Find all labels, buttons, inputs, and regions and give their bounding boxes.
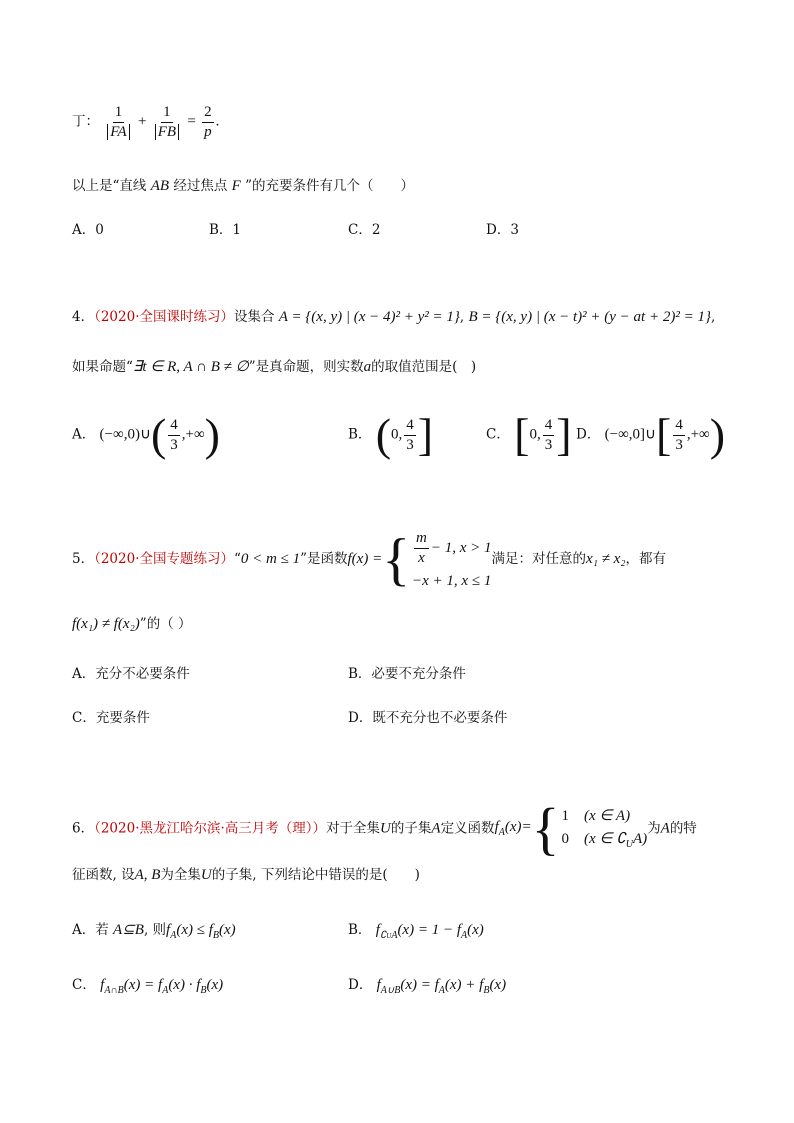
q5-option-c: C．充要条件 xyxy=(72,710,150,726)
q6-piecewise: 1 (x ∈ A) 0 (x ∈ $∁_UA$) xyxy=(561,807,648,850)
top-question: 以上是“直线 AB 经过焦点 F ”的充要条件有几个（ ） xyxy=(72,178,414,194)
top-option-d: D．3 xyxy=(486,222,519,238)
q4-set-a: A = {(x, y) | (x − 4)² + y² = 1} xyxy=(278,309,460,325)
q5-line2: f(x₁) ≠ f(x₂)”的（ ） xyxy=(72,616,192,632)
frac-1-fa: $\frac{1}{FA}$ xyxy=(105,104,131,140)
q6-option-c: C． $f_{A\cap B}(x) = f_A(x) \cdot f_B(x)$ xyxy=(72,977,224,996)
ding-prefix: 丁： xyxy=(72,113,99,130)
q6-brace: { xyxy=(531,796,560,861)
q5-brace: { xyxy=(382,526,411,592)
q5-option-d: D．既不充分也不必要条件 xyxy=(348,710,508,726)
frac-1-fb: $\frac{1}{FB}$ xyxy=(153,104,181,140)
q6-option-b: B． $f_{∁UA}(x) = 1 - f_A(x)$ xyxy=(348,922,484,941)
q6-line1: 6．（2020·黑龙江哈尔滨·高三月考（理））对于全集U的子集A定义函数$f_A(x)=${ 1 (x ∈ A) 0 (x ∈ $∁_UA$) 为A的特 xyxy=(72,796,697,861)
q6-number: 6． xyxy=(72,820,95,837)
q4-proposition: ∃t ∈ R, A ∩ B ≠ ∅ xyxy=(132,359,249,375)
q6-line2: 征函数, 设A, B为全集U的子集, 下列结论中错误的是( ) xyxy=(72,867,420,883)
q4-option-b: B． (0, $\frac{4}{3}$ ] xyxy=(348,409,434,460)
q4-line1: 4．（2020·全国课时练习）设集合 A = {(x, y) | (x − 4)² + y² = 1}, B = {(x, y) | (x − t)² + (y − at + 2)² = 1}, xyxy=(72,309,716,325)
q5-option-a: A．充分不必要条件 xyxy=(72,666,190,682)
ding-line: 丁： $\frac{1}{FA}$ + $\frac{1}{FB}$ = $\frac{2}{p}$ . xyxy=(72,104,220,140)
q6-source: （2020·黑龙江哈尔滨·高三月考（理）） xyxy=(94,820,327,837)
q6-option-d: D． $f_{A\cup B}(x) = f_A(x) + f_B(x)$ xyxy=(348,977,507,996)
q5-piecewise: $\frac{m}{x}$ − 1, x > 1 −x + 1, x ≤ 1 xyxy=(412,530,492,589)
q4-source: （2020·全国课时练习） xyxy=(94,309,234,325)
q5-number: 5． xyxy=(72,550,95,567)
q4-option-c: C． [0, $\frac{4}{3}$ ] xyxy=(486,409,572,460)
q5-option-b: B．必要不充分条件 xyxy=(348,666,466,682)
top-option-c: C．2 xyxy=(348,222,381,238)
q6-option-a: A．若 A⊆B, 则$f_A(x) \le f_B(x)$ xyxy=(72,922,236,941)
q4-option-d: D． (−∞,0]∪[ $\frac{4}{3}$ ,+∞) xyxy=(576,409,726,460)
top-option-a: A．0 xyxy=(72,222,104,238)
frac-2-p: $\frac{2}{p}$ xyxy=(204,104,212,140)
q5-line1: 5．（2020·全国专题练习）“0 < m ≤ 1”是函数f(x) ={ $\frac{m}{x}$ − 1, x > 1 −x + 1, x ≤ 1 满足：对任意的x₁ ≠ x₂，都有 xyxy=(72,526,667,592)
q4-option-a: A． (−∞,0)∪( $\frac{4}{3}$ ,+∞) xyxy=(72,409,220,460)
q4-set-b: B = {(x, y) | (x − t)² + (y − at + 2)² = 1} xyxy=(468,309,711,325)
q4-number: 4． xyxy=(72,309,95,325)
q4-line2: 如果命题“∃t ∈ R, A ∩ B ≠ ∅”是真命题，则实数a的取值范围是( ) xyxy=(72,359,477,375)
top-option-b: B．1 xyxy=(209,222,242,238)
q5-source: （2020·全国专题练习） xyxy=(94,550,234,567)
